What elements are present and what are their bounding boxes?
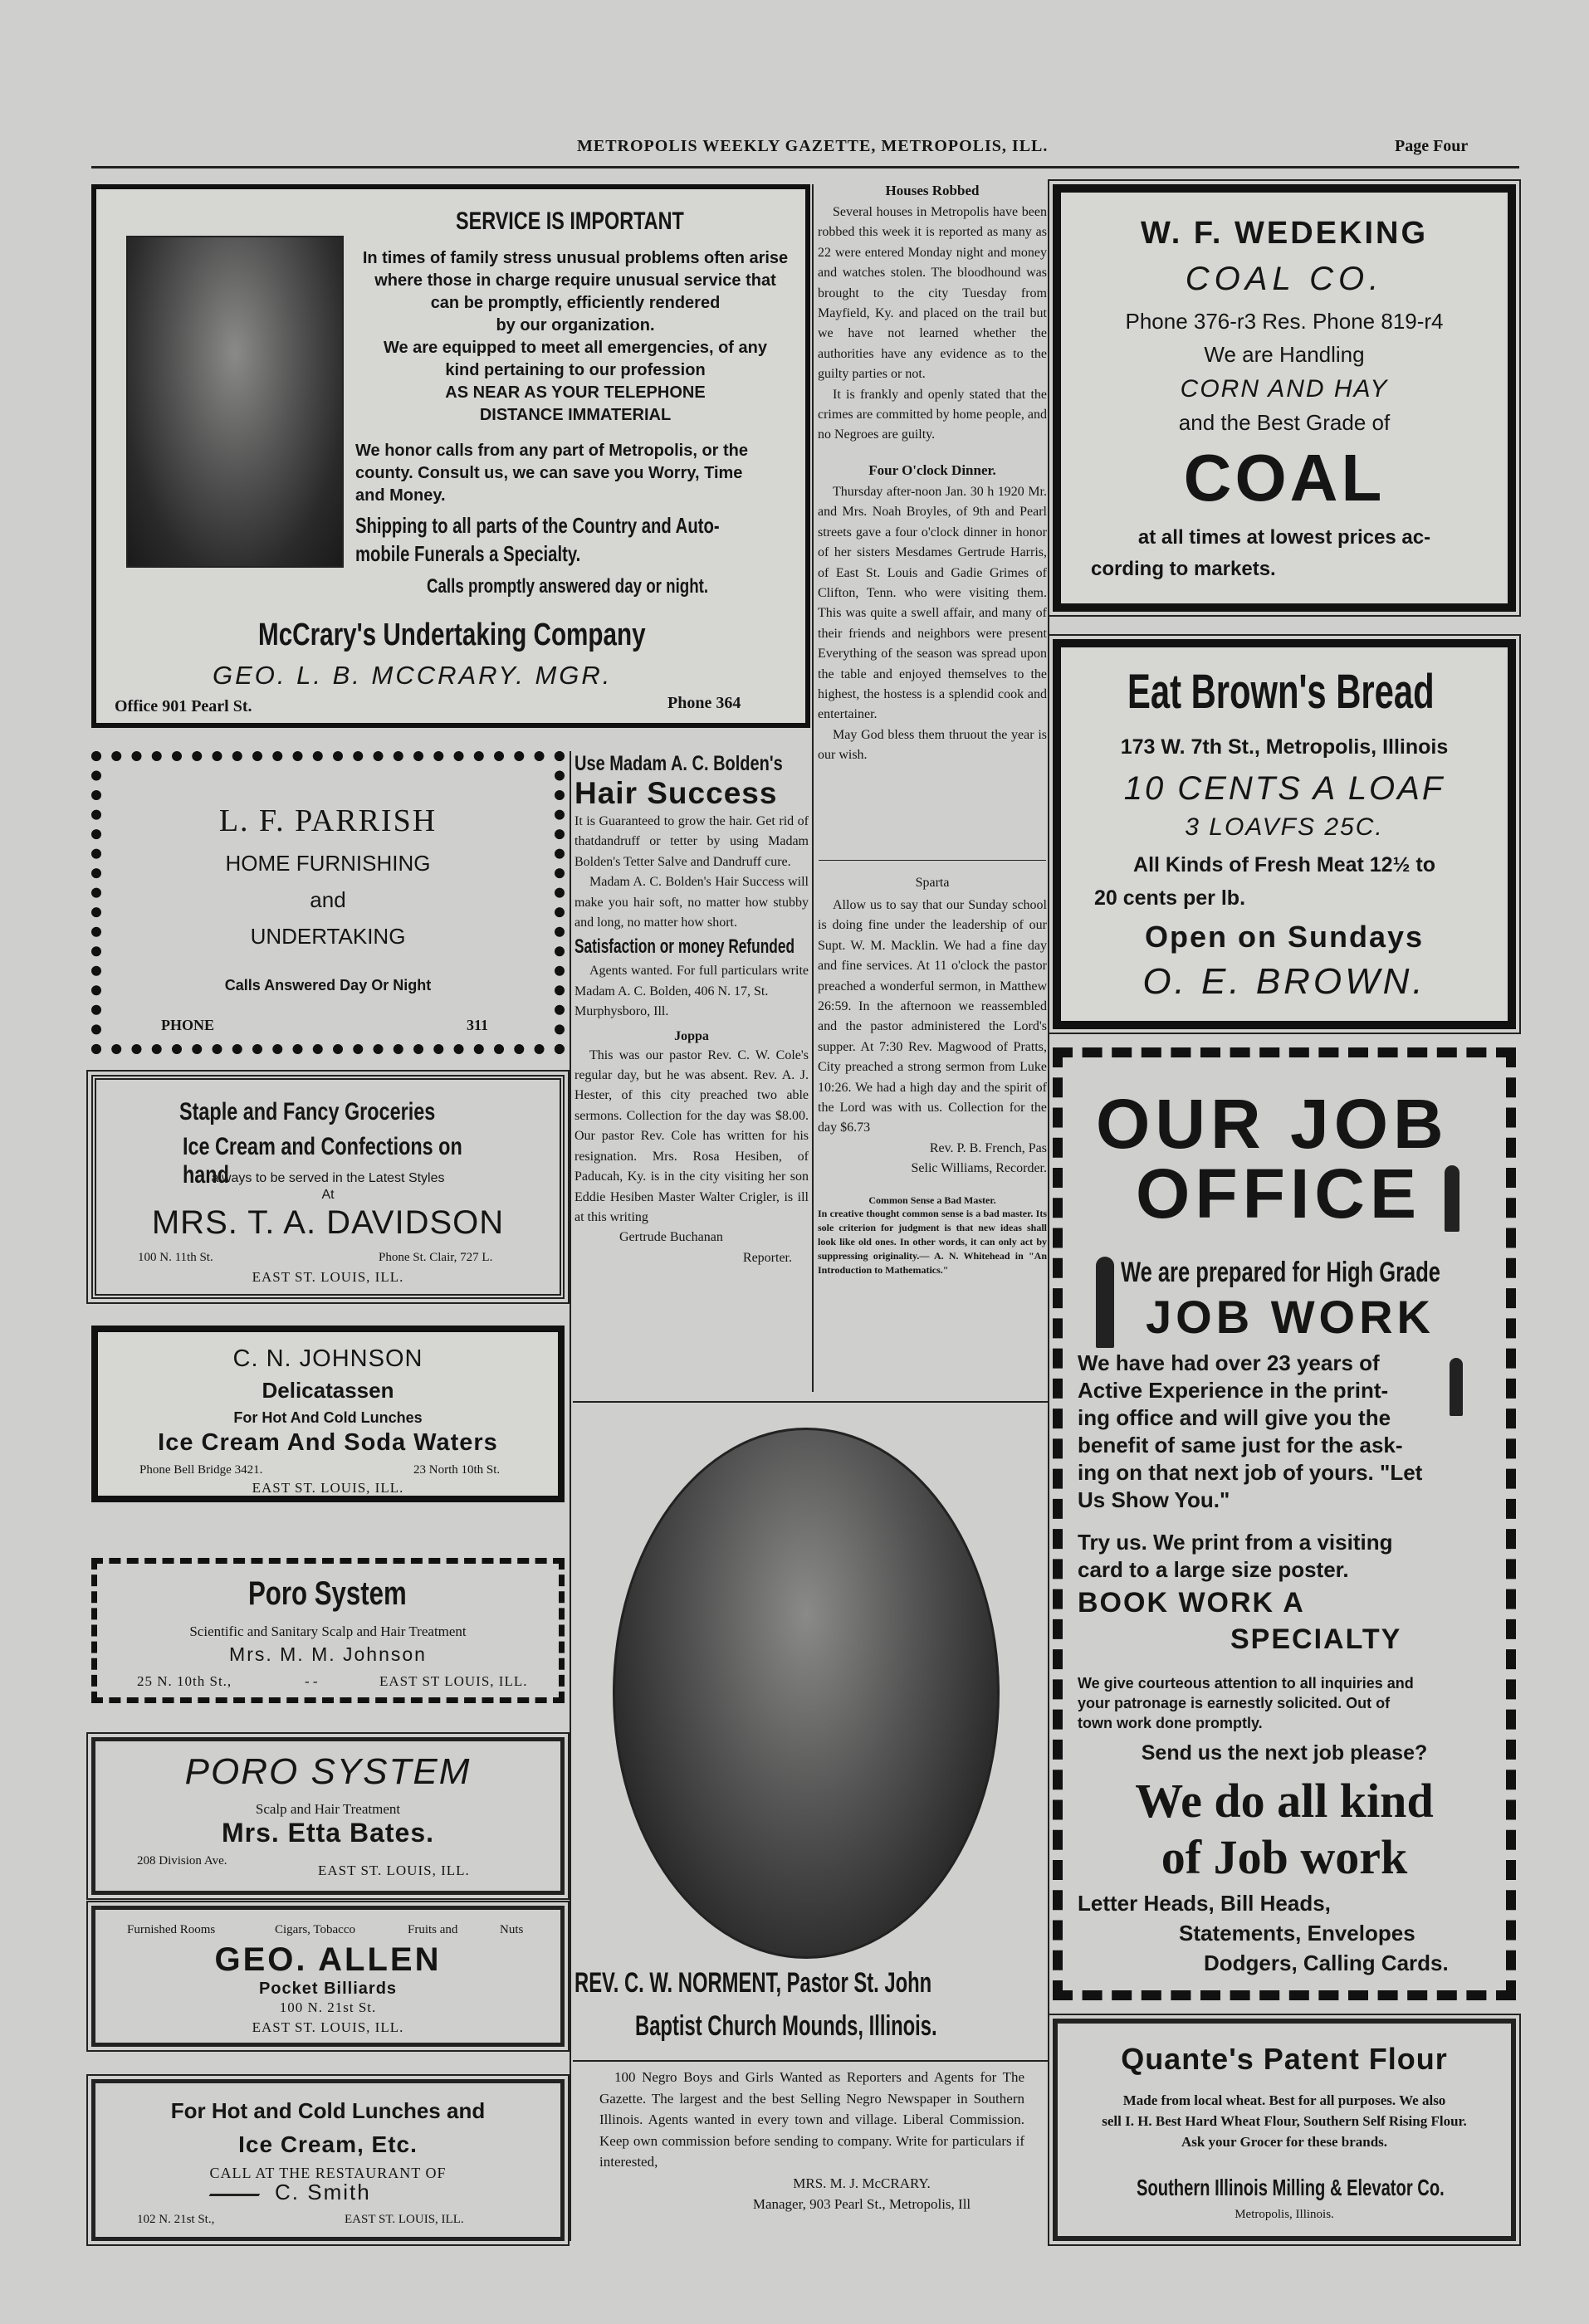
undertaker-portrait [126, 236, 344, 568]
davidson-line2: Ice Cream and Confections on hand [183, 1133, 462, 1189]
bolden-article [574, 752, 809, 1268]
poro2-name: Mrs. Etta Bates. [221, 1818, 435, 1848]
houses-p1: Several houses in Metropolis have been robbed this week it is reported as many as 22 were entered Monday night and money and watches stolen. The bloodhound was brought to the city Tuesday from Mayfield, Ky. and placed on the trail but we have not learned whether the authorities have any evidence as to the guilty parties or not. [818, 205, 1047, 382]
wanted-sig1: MRS. M. J. McCRARY. [793, 2175, 931, 2191]
bolden-p1: It is Guaranteed to grow the hair. Get rid of thatdandruff or tetter by using Madam Bolden's Tetter Salve and Dandruff cure. [574, 814, 809, 869]
johnson-line2: For Hot And Cold Lunches [233, 1409, 423, 1426]
joppa-head: Joppa [674, 1028, 709, 1043]
houses-head: Houses Robbed [885, 183, 980, 198]
allen-name: GEO. ALLEN [214, 1941, 442, 1978]
column-rule-left [570, 751, 571, 2241]
brown-title: Eat Brown's Bread [1127, 665, 1435, 719]
wedeking-name: W. F. WEDEKING [1141, 216, 1428, 251]
mccrary-p4-line: Shipping to all parts of the Country and Auto- [355, 513, 720, 538]
smith-name: C. Smith [275, 2180, 371, 2204]
job-book1: BOOK WORK A [1078, 1587, 1305, 1618]
poro2-city: EAST ST. LOUIS, ILL. [318, 1863, 470, 1878]
mccrary-p2-line: kind pertaining to our profession [445, 361, 706, 379]
mccrary-office: Office 901 Pearl St. [115, 697, 252, 715]
bolden-sat: Satisfaction or money Refunded [574, 935, 795, 959]
parrish-line1: HOME FURNISHING [225, 851, 431, 876]
page-number: Page Four [1395, 137, 1469, 155]
davidson-line1: Staple and Fancy Groceries [179, 1098, 436, 1125]
brown-open: Open on Sundays [1144, 920, 1425, 954]
man-figure-icon [1445, 1165, 1459, 1232]
parrish-ad [91, 751, 565, 1054]
job-list2: Statements, Envelopes [1179, 1921, 1415, 1946]
wanted-p1: 100 Negro Boys and Girls Wanted as Reporters and Agents for The Gazette. The largest and the best Selling Negro Newspaper in Southern Illinois. Agents wanted in every town and village. Liberal Commission. Keep own commission before sending to company. Write for particulars if interested, [599, 2069, 1024, 2170]
smith-ad [91, 2079, 565, 2241]
job-p2 [1078, 1529, 1509, 1584]
brown-meat2: 20 cents per lb. [1094, 886, 1246, 910]
bolden-p2: Madam A. C. Bolden's Hair Success will make you hair soft, no matter how stubby and long, no matter how short. [574, 875, 809, 930]
job-p1-line: ing office and will give you the [1078, 1405, 1391, 1430]
allen-city: EAST ST. LOUIS, ILL. [252, 2019, 404, 2035]
allen-top-3: Fruits and [408, 1923, 458, 1936]
johnson-city: EAST ST. LOUIS, ILL. [252, 1480, 404, 1496]
wedeking-coal-co: COAL CO. [1185, 261, 1384, 297]
brown-price2: 3 LOAVFS 25C. [1185, 813, 1384, 841]
davidson-name: MRS. T. A. DAVIDSON [151, 1204, 505, 1241]
wedeking-ad [1053, 184, 1516, 612]
man-figure-icon [1450, 1358, 1463, 1416]
sense-text: In creative thought common sense is a bad master. Its sole criterion for judgment is that new ideas shall look like old ones. In other words, it can only act by suppressing originality.— A. N. Whitehead in "An Introduction to Mathematics." [818, 1207, 1047, 1276]
wanted-rule [573, 2060, 1048, 2062]
job-p1-line: ing on that next job of yours. "Let [1078, 1460, 1423, 1485]
mccrary-calls: Calls promptly answered day or night. [427, 575, 709, 598]
job-p1-line: Us Show You." [1078, 1487, 1230, 1512]
mccrary-p1-line: by our organization. [496, 316, 655, 334]
dinner-p1: Thursday after-noon Jan. 30 h 1920 Mr. and Mrs. Noah Broyles, of 9th and Pearl streets gave a four o'clock dinner in honor of her sisters Mesdames Gertrude Harris, of East St. Louis and Gadie Grimes of Clifton, Tenn. who were visiting them. This was quite a swell affair, and many of their friends and neighbors were present Everything of the season was spread upon the table and enjoyed themselves to the highest, the hostess is a splendid cook and entertainer. [818, 484, 1047, 722]
johnson-name: C. N. JOHNSON [232, 1345, 423, 1372]
mccrary-p3-line: county. Consult us, we can save you Worry, Time [355, 464, 743, 482]
quante-body [1058, 2090, 1511, 2152]
parrish-name: L. F. PARRISH [218, 803, 438, 838]
mccrary-p1-line: In times of family stress unusual problems often arise [362, 249, 789, 267]
job-all1: We do all kind [1135, 1774, 1434, 1828]
poro2-addr: 208 Division Ave. [137, 1854, 227, 1868]
sparta-article [818, 876, 1047, 1277]
allen-addr: 100 N. 21st St. [279, 1999, 377, 2015]
smith-addr-left: 102 N. 21st St., [137, 2213, 215, 2226]
job-p1-line: We have had over 23 years of [1078, 1350, 1380, 1375]
job-prepared: We are prepared for High Grade [1121, 1257, 1440, 1288]
poro1-name: Mrs. M. M. Johnson [229, 1643, 427, 1665]
smith-line2: Ice Cream, Etc. [238, 2131, 418, 2157]
poro1-dash: - - [305, 1673, 318, 1689]
smith-line3: CALL AT THE RESTAURANT OF [209, 2165, 447, 2181]
wedeking-corn: CORN AND HAY [1180, 375, 1389, 403]
brown-meat1: All Kinds of Fresh Meat 12½ to [1133, 853, 1435, 876]
job-p3-line: your patronage is earnestly solicited. Out of [1078, 1695, 1391, 1711]
smith-addr-right: EAST ST. LOUIS, ILL. [345, 2213, 464, 2226]
wedeking-phone: Phone 376-r3 Res. Phone 819-r4 [1125, 309, 1444, 334]
wedeking-times1: at all times at lowest prices ac- [1137, 526, 1431, 549]
job-p3-line: town work done promptly. [1078, 1715, 1263, 1731]
mccrary-p3 [355, 440, 795, 507]
job-next: Send us the next job please? [1141, 1741, 1428, 1765]
mccrary-p1-line: can be promptly, efficiently rendered [430, 294, 721, 312]
job-work: JOB WORK [1146, 1291, 1435, 1343]
allen-top-1: Furnished Rooms [127, 1923, 216, 1936]
poro2-ad [91, 1737, 565, 1895]
allen-ad [91, 1906, 565, 2047]
bolden-city: Murphysboro, Ill. [574, 1004, 669, 1019]
job-p1 [1078, 1350, 1476, 1514]
joppa-p1: This was our pastor Rev. C. W. Cole's regular day, but he was absent. Rev. A. J. Hester, of this city preached two able sermons. Collection for the day was $8.00. Our pastor Rev. Cole has written for his resignation. Mrs. Rosa Hesiben, of Paducah, Ky. is in the city visiting her son Eddie Hesiben Master Walter Crigler, is ill at this writing [574, 1047, 809, 1224]
sparta-sig1: Rev. P. B. French, Pas [929, 1140, 1047, 1155]
davidson-city: EAST ST. LOUIS, ILL. [252, 1269, 404, 1285]
brown-ad [1053, 639, 1516, 1029]
job-p1-line: benefit of same just for the ask- [1078, 1433, 1403, 1457]
mccrary-p4-line: mobile Funerals a Specialty. [355, 541, 581, 566]
davidson-addr-left: 100 N. 11th St. [138, 1251, 213, 1264]
sparta-rule [819, 860, 1046, 861]
bolden-head1: Use Madam A. C. Bolden's [574, 752, 783, 775]
parrish-phone-label: PHONE [161, 1017, 215, 1033]
davidson-line3: always to be served in the Latest Styles [211, 1171, 445, 1185]
sparta-sig2: Selic Williams, Recorder. [911, 1161, 1047, 1176]
job-title2: OFFICE [1136, 1155, 1421, 1233]
portrait-top-rule [573, 1401, 1048, 1403]
mccrary-p1-line: where those in charge require unusual service that [374, 271, 776, 290]
job-p1-line: Active Experience in the print- [1078, 1378, 1389, 1403]
mccrary-company: McCrary's Undertaking Company [258, 618, 646, 652]
mccrary-ad [91, 184, 810, 728]
brown-name: O. E. BROWN. [1142, 961, 1426, 1002]
job-list3: Dodgers, Calling Cards. [1204, 1950, 1449, 1975]
portrait-caption1: REV. C. W. NORMENT, Pastor St. John [574, 1967, 932, 1999]
mccrary-headline: SERVICE IS IMPORTANT [456, 208, 684, 235]
houses-p2: It is frankly and openly stated that the crimes are committed by home people, and no Negroes are guilty. [818, 387, 1047, 442]
mccrary-p4 [355, 511, 853, 568]
mccrary-manager: GEO. L. B. MCCRARY. MGR. [213, 661, 613, 690]
quante-ad [1053, 2019, 1516, 2241]
norment-portrait [613, 1428, 1000, 1959]
quante-company: Southern Illinois Milling & Elevator Co. [1137, 2175, 1445, 2200]
column-rule-middle [812, 184, 814, 1392]
poro1-addr-left: 25 N. 10th St., [137, 1673, 232, 1689]
masthead-rule [91, 166, 1519, 168]
quante-line: sell I. H. Best Hard Wheat Flour, Southern Self Rising Flour. [1102, 2113, 1467, 2129]
man-figure-icon [1096, 1257, 1114, 1348]
sparta-head: Sparta [915, 876, 950, 890]
wedeking-handling: We are Handling [1204, 342, 1365, 367]
mccrary-p2-line: DISTANCE IMMATERIAL [479, 406, 672, 424]
column-rule-right [1048, 184, 1049, 2243]
parrish-phone: 311 [467, 1017, 489, 1033]
bolden-p3: Agents wanted. For full particulars write Madam A. C. Bolden, 406 N. 17, St. [574, 964, 809, 998]
quante-city: Metropolis, Illinois. [1235, 2208, 1334, 2221]
wanted-notice [599, 2067, 1024, 2214]
job-p2-line: Try us. We print from a visiting [1078, 1530, 1393, 1555]
dinner-head: Four O'clock Dinner. [868, 461, 996, 478]
brown-price1: 10 CENTS A LOAF [1123, 770, 1445, 807]
allen-line1: Pocket Billiards [258, 1980, 398, 1998]
allen-top-4: Nuts [500, 1923, 524, 1936]
joppa-sig1: Gertrude Buchanan [619, 1230, 723, 1245]
wedeking-times2: cording to markets. [1091, 558, 1276, 580]
poro2-title: PORO SYSTEM [184, 1751, 472, 1792]
joppa-sig2: Reporter. [742, 1250, 792, 1265]
mccrary-p2-line: AS NEAR AS YOUR TELEPHONE [445, 383, 706, 402]
sense-title: Common Sense a Bad Master. [868, 1194, 996, 1206]
wanted-sig2: Manager, 903 Pearl St., Metropolis, Ill [752, 2195, 971, 2212]
job-list1: Letter Heads, Bill Heads, [1078, 1891, 1331, 1916]
mccrary-p2-line: We are equipped to meet all emergencies, of any [383, 339, 767, 357]
job-book2: SPECIALTY [1230, 1623, 1402, 1655]
bolden-head2: Hair Success [574, 776, 778, 810]
job-p3-line: We give courteous attention to all inquiries and [1078, 1675, 1414, 1692]
allen-top-2: Cigars, Tobacco [275, 1923, 355, 1936]
brown-addr: 173 W. 7th St., Metropolis, Illinois [1120, 735, 1449, 759]
davidson-ad [91, 1075, 565, 1299]
parrish-line2: and [310, 887, 346, 912]
parrish-line3: UNDERTAKING [250, 924, 406, 949]
houses-robbed-article [818, 181, 1047, 766]
poro1-addr-right: EAST ST LOUIS, ILL. [379, 1673, 528, 1689]
mccrary-p3-line: We honor calls from any part of Metropolis, or the [355, 442, 749, 460]
masthead-title: METROPOLIS WEEKLY GAZETTE, METROPOLIS, ILL. [577, 137, 1049, 155]
johnson-addr-left: Phone Bell Bridge 3421. [139, 1463, 263, 1477]
job-office-ad [1053, 1047, 1516, 2000]
job-p2-line: card to a large size poster. [1078, 1557, 1349, 1582]
wedeking-coal: COAL [1183, 441, 1386, 515]
job-all2: of Job work [1161, 1830, 1408, 1884]
poro1-ad [91, 1558, 565, 1703]
parrish-calls: Calls Answered Day Or Night [224, 977, 432, 994]
poro1-line1: Scientific and Sanitary Scalp and Hair Treatment [189, 1623, 467, 1639]
johnson-line1: Delicatassen [262, 1378, 394, 1403]
wedeking-best: and the Best Grade of [1178, 410, 1391, 435]
davidson-at: At [321, 1188, 335, 1202]
quante-line: Made from local wheat. Best for all purposes. We also [1122, 2092, 1446, 2108]
job-title1: OUR JOB [1096, 1085, 1449, 1163]
johnson-line3: Ice Cream And Soda Waters [158, 1429, 498, 1456]
pointing-hand-icon [209, 2186, 265, 2196]
johnson-addr-right: 23 North 10th St. [413, 1463, 501, 1477]
quante-line: Ask your Grocer for these brands. [1181, 2134, 1388, 2150]
poro2-line1: Scalp and Hair Treatment [255, 1801, 401, 1817]
portrait-caption2: Baptist Church Mounds, Illinois. [635, 2010, 937, 2042]
sparta-p1: Allow us to say that our Sunday school is doing fine under the leadership of our Supt. W. M. Macklin. We had a fine day and fine services. At 11 o'clock the pastor preached a wonderful sermon, in Matthew 26:59. In the afternoon we reassembled and the pastor administered the Lord's supper. At 7:30 Rev. Magwood of Pratts, City preached a strong sermon from Luke 10:26. We had a high day and the spirit of the Lord was with us. Collection for the day $6.73 [818, 898, 1047, 1135]
davidson-addr-right: Phone St. Clair, 727 L. [379, 1251, 493, 1264]
mccrary-body [355, 247, 795, 427]
mccrary-p3-line: and Money. [355, 486, 446, 505]
mccrary-phone: Phone 364 [667, 694, 741, 712]
dinner-p2: May God bless them thruout the year is our wish. [818, 727, 1047, 763]
quante-title: Quante's Patent Flour [1121, 2042, 1448, 2076]
job-p3 [1078, 1673, 1509, 1733]
poro1-title: Poro System [248, 1575, 407, 1612]
johnson-ad [91, 1326, 565, 1502]
smith-line1: For Hot and Cold Lunches and [170, 2098, 486, 2123]
